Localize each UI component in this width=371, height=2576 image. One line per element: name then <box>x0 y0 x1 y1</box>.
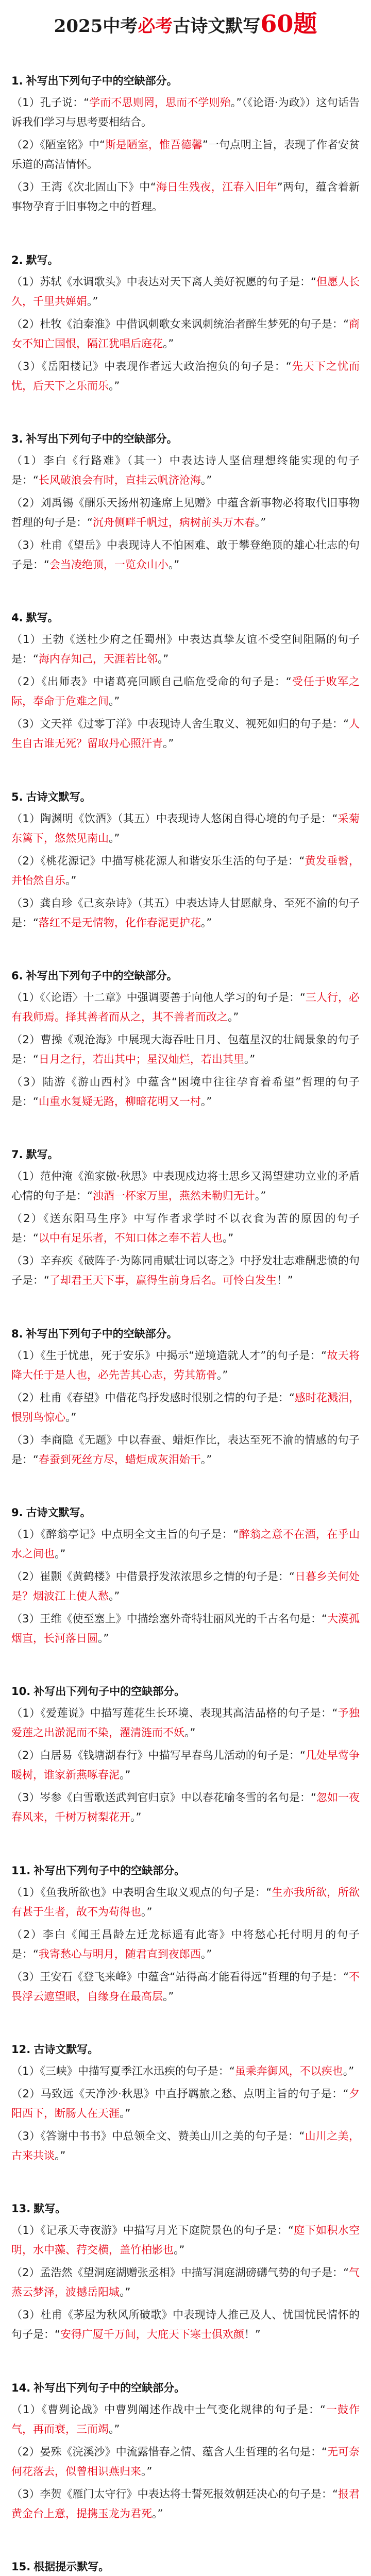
question-item <box>11 988 360 1027</box>
question-text: 。” <box>255 516 266 529</box>
question-item <box>11 1251 360 1290</box>
section-instruction: 默写。 <box>26 253 59 266</box>
question-text: 。” <box>255 1190 266 1202</box>
question-text: 。” <box>109 1589 120 1602</box>
question-item <box>11 1166 360 1206</box>
question-text: 。” <box>109 695 120 708</box>
question-item <box>11 1883 360 1922</box>
section-number: 2. <box>11 253 23 266</box>
answer-text: 庭下如积水空明，水中藻、荇交横，盖竹柏影也 <box>11 2224 360 2257</box>
question-text: 。” <box>141 1905 153 1918</box>
question-text: （2）《陋室铭》中“ <box>11 139 105 151</box>
question-item <box>11 1524 360 1564</box>
question-item <box>11 1072 360 1111</box>
question-text: 。” <box>200 1947 212 1960</box>
question-item <box>11 809 360 848</box>
question-item <box>11 135 360 174</box>
question-text: （3）《答谢中书书》中总领全文、赞美山川之美的句子是：“ <box>11 2129 305 2142</box>
question-item <box>11 1567 360 1606</box>
section-heading <box>11 966 360 986</box>
answer-text: 春蚕到死丝方尽，蜡炬成灰泪始干 <box>38 1453 201 1466</box>
question-text: ！” <box>276 1274 293 1287</box>
answer-text: 予独爱莲之出淤泥而不染，濯清涟而不妖 <box>11 1707 360 1739</box>
question-text: 。” <box>98 1632 109 1645</box>
question-text: （1）《三峡》中描写夏季江水迅疾的句子是：“ <box>11 2064 235 2077</box>
section-heading <box>11 2378 360 2398</box>
title-question-count: 60题 <box>260 10 317 38</box>
question-text: ”两句，蕴含着新事物孕育于旧事物之中的哲理。 <box>11 181 360 213</box>
answer-text: 落红不是无情物，化作春泥更护花 <box>38 916 201 929</box>
section-heading <box>11 1145 360 1164</box>
question-text: （1）《曹刿论战》中曹刿阐述作战中士气变化规律的句子是：“ <box>11 2403 326 2416</box>
question-text: （2）孟浩然《望洞庭湖赠张丞相》中描写洞庭湖磅礴气势的句子是：“ <box>11 2266 349 2279</box>
question-text: （1）陶渊明《饮酒》（其五）中表现诗人悠闲自得心境的句子是：“ <box>11 812 338 825</box>
question-section <box>11 2040 360 2168</box>
question-text: 。” <box>87 295 98 308</box>
answer-text: 夕阳西下，断肠人在天涯 <box>11 2087 360 2120</box>
section-instruction: 默写。 <box>26 1148 59 1161</box>
title-subject: 古诗文默写 <box>173 16 261 37</box>
question-section <box>11 250 360 399</box>
answer-text: 三人行，必有我师焉。择其善者而从之，其不善者而改之 <box>11 991 360 1023</box>
answer-text: 忽如一夜春风来，千树万树梨花开 <box>11 1791 360 1824</box>
question-text: （2）刘禹锡《酬乐天扬州初逢席上见赠》中蕴含新事物必将取代旧事物哲理的句子是：“ <box>11 496 360 529</box>
section-heading <box>11 250 360 270</box>
answer-text: 但愿人长久，千里共婵娟 <box>11 275 360 308</box>
section-number: 10. <box>11 1685 31 1698</box>
section-heading <box>11 1682 360 1701</box>
question-text: （3）李商隐《无题》中以春蚕、蜡炬作比，表达至死不渝的情感的句子是：“ <box>11 1433 360 1466</box>
question-text: 。” <box>217 1368 228 1381</box>
question-text: （1）李白《行路难》（其一）中表达诗人坚信理想终能实现的句子是：“ <box>11 454 360 486</box>
question-text: 。” <box>152 2507 163 2520</box>
question-item <box>11 2061 360 2081</box>
question-item <box>11 93 360 132</box>
question-text: 。” <box>168 558 180 571</box>
question-text: ”一句点明主旨，表现了作者安贫乐道的高洁情怀。 <box>11 139 360 171</box>
question-text: 。” <box>109 2422 120 2435</box>
question-item <box>11 1967 360 2006</box>
answer-text: 受任于败军之际，奉命于危难之间 <box>11 675 360 708</box>
section-number: 4. <box>11 612 23 624</box>
section-number: 15. <box>11 2560 31 2573</box>
question-text: （3）《岳阳楼记》中表现作者远大政治抱负的句子是：“ <box>11 360 292 372</box>
question-text: 。” <box>157 653 169 666</box>
question-text: 。” <box>163 737 174 750</box>
question-text: 。” <box>228 1010 239 1023</box>
section-heading <box>11 2040 360 2059</box>
question-item <box>11 1925 360 1964</box>
question-text: （3）岑参《白雪歌送武判官归京》中以春花喻冬雪的名句是：“ <box>11 1791 316 1804</box>
question-item <box>11 357 360 396</box>
question-text: （3）王湾《次北固山下》中“ <box>11 181 156 194</box>
answer-text: 大漠孤烟直，长河落日圆 <box>11 1612 360 1645</box>
question-section <box>11 1503 360 1651</box>
answer-text: 了却君王天下事，赢得生前身后名。可怜白发生 <box>49 1274 277 1287</box>
question-item <box>11 1609 360 1648</box>
question-item <box>11 630 360 669</box>
answer-text: 无可奈何花落去，似曾相识燕归来 <box>11 2445 360 2478</box>
answer-text: 山川之美，古来共谈 <box>11 2129 360 2162</box>
question-text: 。” <box>141 2465 153 2478</box>
question-section <box>11 71 360 219</box>
question-text: （2）李白《闻王昌龄左迁龙标遥有此寄》中将愁心托付明月的句子是：“ <box>11 1928 360 1960</box>
question-text: 。” <box>120 1769 131 1782</box>
question-item <box>11 1030 360 1069</box>
question-item <box>11 2126 360 2165</box>
question-item <box>11 1703 360 1742</box>
section-heading <box>11 1503 360 1522</box>
answer-text: 会当凌绝顶，一览众山小 <box>49 558 168 571</box>
question-item <box>11 2263 360 2302</box>
answer-text: 以中有足乐者，不知口体之奉不若人也 <box>38 1232 223 1245</box>
question-item <box>11 1388 360 1427</box>
title-year-exam: 2025中考 <box>54 16 138 37</box>
answer-text: 沉舟侧畔千帆过，病树前头万木春 <box>92 516 255 529</box>
section-number: 1. <box>11 75 23 88</box>
answer-text: 日暮乡关何处是？烟波江上使人愁 <box>11 1570 360 1602</box>
question-item <box>11 272 360 311</box>
answer-text: 山重水复疑无路，柳暗花明又一村 <box>38 1095 201 1108</box>
question-item <box>11 1788 360 1827</box>
question-item <box>11 2484 360 2523</box>
section-number: 7. <box>11 1148 23 1161</box>
answer-text: 学而不思则罔，思而不学则殆 <box>89 96 231 109</box>
document-title <box>11 9 360 41</box>
answer-text: 不畏浮云遮望眼，自缘身在最高层 <box>11 1970 360 2003</box>
question-text: 。” <box>200 1095 212 1108</box>
question-section <box>11 1145 360 1293</box>
section-instruction: 默写。 <box>33 2202 66 2215</box>
section-heading <box>11 608 360 628</box>
question-text: 。” <box>244 1053 256 1065</box>
question-text: （1）《〈论语〉十二章》中强调要善于向他人学习的句子是：“ <box>11 991 306 1004</box>
section-heading <box>11 71 360 91</box>
question-text: 。” <box>120 2107 131 2120</box>
question-item <box>11 1346 360 1385</box>
question-section <box>11 1682 360 1830</box>
question-text: （3）李贺《雁门太守行》中表达将士誓死报效朝廷决心的句子是：“ <box>11 2487 338 2500</box>
question-text: （1）孔子说：“ <box>11 96 90 109</box>
answer-text: 海日生残夜，江春入旧年 <box>156 181 277 194</box>
question-item <box>11 672 360 711</box>
section-number: 12. <box>11 2043 31 2056</box>
answer-text: 报君黄金台上意，提携玉龙为君死 <box>11 2487 360 2520</box>
answer-text: 生亦我所欲，所欲有甚于生者，故不为苟得也 <box>11 1886 360 1918</box>
question-text: 。” <box>184 1726 196 1739</box>
question-text: 。” <box>55 2149 66 2162</box>
section-heading <box>11 1861 360 1880</box>
section-instruction: 默写。 <box>26 612 59 624</box>
section-number: 9. <box>11 1506 23 1519</box>
answer-text: 醉翁之意不在酒，在乎山水之间也 <box>11 1528 360 1560</box>
question-text: （2）《出师表》中诸葛亮回顾自己临危受命的句子是：“ <box>11 675 292 688</box>
answer-text: 先天下之忧而忧，后天下之乐而乐 <box>11 360 360 392</box>
question-text: 。” <box>163 1990 174 2003</box>
question-text: （1）《爱莲说》中描写莲花生长环境、表现其高洁品格的句子是：“ <box>11 1707 338 1720</box>
answer-text: 人生自古谁无死？留取丹心照汗青 <box>11 718 360 750</box>
question-item <box>11 1430 360 1469</box>
section-number: 13. <box>11 2202 31 2215</box>
question-item <box>11 851 360 890</box>
answer-text: 商女不知亡国恨，隔江犹唱后庭花 <box>11 317 360 350</box>
question-text: （3）王安石《登飞来峰》中蕴含“站得高才能看得远”哲理的句子是：“ <box>11 1970 349 1983</box>
section-instruction: 补写出下列句子中的空缺部分。 <box>26 75 178 88</box>
question-text: 。” <box>109 832 120 844</box>
section-number: 5. <box>11 790 23 803</box>
question-text: 。” <box>65 874 77 887</box>
question-text: （1）王勃《送杜少府之任蜀州》中表达真挚友谊不受空间阻隔的句子是：“ <box>11 633 360 666</box>
question-text: 。” <box>65 1411 77 1423</box>
question-text: 。” <box>200 473 212 486</box>
answer-text: 气蒸云梦泽，波撼岳阳城 <box>11 2266 360 2299</box>
question-text: 。” <box>174 2244 185 2257</box>
question-text: 。” <box>130 1811 142 1824</box>
question-text: 。” <box>222 1232 234 1245</box>
section-instruction: 补写出下列句子中的空缺部分。 <box>26 969 178 982</box>
section-number: 14. <box>11 2381 31 2394</box>
section-number: 11. <box>11 1864 31 1877</box>
question-text: （2）杜牧《泊秦淮》中借讽刺歌女来讽刺统治者醉生梦死的句子是：“ <box>11 317 349 330</box>
question-item <box>11 2442 360 2481</box>
answer-text: 一鼓作气，再而衰，三而竭 <box>11 2403 360 2435</box>
answer-text: 海内存知己，天涯若比邻 <box>38 653 158 666</box>
question-section <box>11 2378 360 2527</box>
question-text: （1）《鱼我所欲也》中表明舍生取义观点的句子是：“ <box>11 1886 272 1899</box>
question-item <box>11 2084 360 2123</box>
answer-text: 故天将降大任于是人也，必先苦其心志，劳其筋骨 <box>11 1349 360 1381</box>
section-instruction: 补写出下列句子中的空缺部分。 <box>33 1685 185 1698</box>
question-text: （2）杜甫《春望》中借花鸟抒发感时恨别之情的句子是：“ <box>11 1391 295 1404</box>
answer-text: 安得广厦千万间，大庇天下寒士俱欢颜 <box>60 2328 244 2341</box>
question-text: （3）杜甫《茅屋为秋风所破歌》中表现诗人推己及人、忧国忧民情怀的句子是：“ <box>11 2309 360 2341</box>
section-heading <box>11 1324 360 1344</box>
answer-text: 日月之行，若出其中；星汉灿烂，若出其里 <box>38 1053 244 1065</box>
section-instruction: 根据提示默写。 <box>33 2560 110 2573</box>
question-text: 。” <box>343 2064 355 2077</box>
question-text: （1）《醉翁亭记》中点明全文主旨的句子是：“ <box>11 1528 239 1540</box>
question-text: （1）《生于忧患，死于安乐》中揭示“逆境造就人才”的句子是：“ <box>11 1349 327 1362</box>
question-item <box>11 714 360 753</box>
answer-text: 黄发垂髫，并怡然自乐 <box>11 854 360 887</box>
section-heading <box>11 2199 360 2218</box>
question-item <box>11 1745 360 1785</box>
question-text: （3）杜甫《望岳》中表现诗人不怕困难、敢于攀登绝顶的雄心壮志的句子是：“ <box>11 538 360 571</box>
question-text: 。” <box>55 1547 66 1560</box>
answer-text: 虽乘奔御风，不以疾也 <box>234 2064 343 2077</box>
question-text: ！” <box>244 2328 261 2341</box>
question-text: （3）王维《使至塞上》中描绘塞外奇特壮丽风光的千古名句是：“ <box>11 1612 327 1625</box>
section-instruction: 补写出下列句子中的空缺部分。 <box>33 1864 185 1877</box>
question-section <box>11 966 360 1114</box>
answer-text: 感时花溅泪，恨别鸟惊心 <box>11 1391 360 1423</box>
question-text: （3）文天祥《过零丁洋》中表现诗人舍生取义、视死如归的句子是：“ <box>11 718 349 731</box>
question-item <box>11 1209 360 1248</box>
title-must-test: 必考 <box>138 16 173 37</box>
answer-text: 几处早莺争暖树，谁家新燕啄春泥 <box>11 1749 360 1782</box>
question-text: 。”（《论语·为政》）这句话告诉我们学习与思考要相结合。 <box>11 96 360 129</box>
question-item <box>11 314 360 353</box>
question-text: 。” <box>200 916 212 929</box>
question-item <box>11 893 360 933</box>
section-heading <box>11 787 360 807</box>
question-text: （2）崔颢《黄鹤楼》中借景抒发浓浓思乡之情的句子是：“ <box>11 1570 295 1583</box>
section-instruction: 古诗文默写。 <box>26 1506 91 1519</box>
question-text: 。” <box>120 2286 131 2299</box>
question-section <box>11 1324 360 1472</box>
question-text: （1）范仲淹《渔家傲·秋思》中表现戍边将士思乡又渴望建功立业的矛盾心情的句子是：“ <box>11 1170 360 1202</box>
question-item <box>11 2305 360 2344</box>
question-section <box>11 429 360 578</box>
section-instruction: 古诗文默写。 <box>33 2043 99 2056</box>
question-text: 。” <box>200 1453 212 1466</box>
section-number: 6. <box>11 969 23 982</box>
question-section <box>11 1861 360 2009</box>
section-instruction: 补写出下列句子中的空缺部分。 <box>26 1327 178 1340</box>
section-number: 8. <box>11 1327 23 1340</box>
question-item <box>11 535 360 574</box>
question-item <box>11 177 360 216</box>
question-item <box>11 2400 360 2439</box>
question-text: （2）《送东阳马生序》中写作者求学时不以衣食为苦的原因的句子是：“ <box>11 1212 360 1245</box>
question-text: （1）苏轼《水调歌头》中表达对天下离人美好祝愿的句子是：“ <box>11 275 316 288</box>
section-heading <box>11 2557 360 2576</box>
question-text: （3）龚自珍《己亥杂诗》（其五）中表达诗人甘愿献身、至死不渝的句子是：“ <box>11 896 360 929</box>
question-item <box>11 493 360 532</box>
section-number: 3. <box>11 432 23 445</box>
question-section <box>11 787 360 936</box>
question-text: （2）白居易《钱塘湖春行》中描写早春鸟儿活动的句子是：“ <box>11 1749 306 1762</box>
section-instruction: 补写出下列句子中的空缺部分。 <box>33 2381 185 2394</box>
question-text: 。” <box>163 337 174 350</box>
question-section <box>11 2557 360 2576</box>
section-instruction: 古诗文默写。 <box>26 790 91 803</box>
section-heading <box>11 429 360 449</box>
question-text: （2）《桃花源记》中描写桃花源人和谐安乐生活的句子是：“ <box>11 854 305 867</box>
answer-text: 采菊东篱下，悠然见南山 <box>11 812 360 844</box>
section-instruction: 补写出下列句子中的空缺部分。 <box>26 432 178 445</box>
question-text: （2）马致远《天净沙·秋思》中直抒羁旅之愁、点明主旨的句子是：“ <box>11 2087 349 2100</box>
question-section <box>11 2199 360 2347</box>
answer-text: 浊酒一杯家万里，燕然未勒归无计 <box>92 1190 255 1202</box>
question-text: （2）曹操《观沧海》中展现大海吞吐日月、包蕴星汉的壮阔景象的句子是：“ <box>11 1033 360 1065</box>
question-text: （3）陆游《游山西村》中蕴含“困境中往往孕育着希望”哲理的句子是：“ <box>11 1075 360 1108</box>
question-item <box>11 2221 360 2260</box>
question-section <box>11 608 360 756</box>
question-text: （2）晏殊《浣溪沙》中流露惜春之情、蕴含人生哲理的名句是：“ <box>11 2445 327 2458</box>
question-text: （3）辛弃疾《破阵子·为陈同甫赋壮词以寄之》中抒发壮志难酬悲愤的句子是：“ <box>11 1255 360 1287</box>
question-text: （1）《记承天寺夜游》中描写月光下庭院景色的句子是：“ <box>11 2224 294 2237</box>
answer-text: 斯是陋室，惟吾德馨 <box>105 139 203 151</box>
answer-text: 我寄愁心与明月，随君直到夜郎西 <box>38 1947 201 1960</box>
answer-text: 长风破浪会有时，直挂云帆济沧海 <box>38 473 201 486</box>
question-item <box>11 451 360 490</box>
question-text: 。” <box>109 379 120 392</box>
